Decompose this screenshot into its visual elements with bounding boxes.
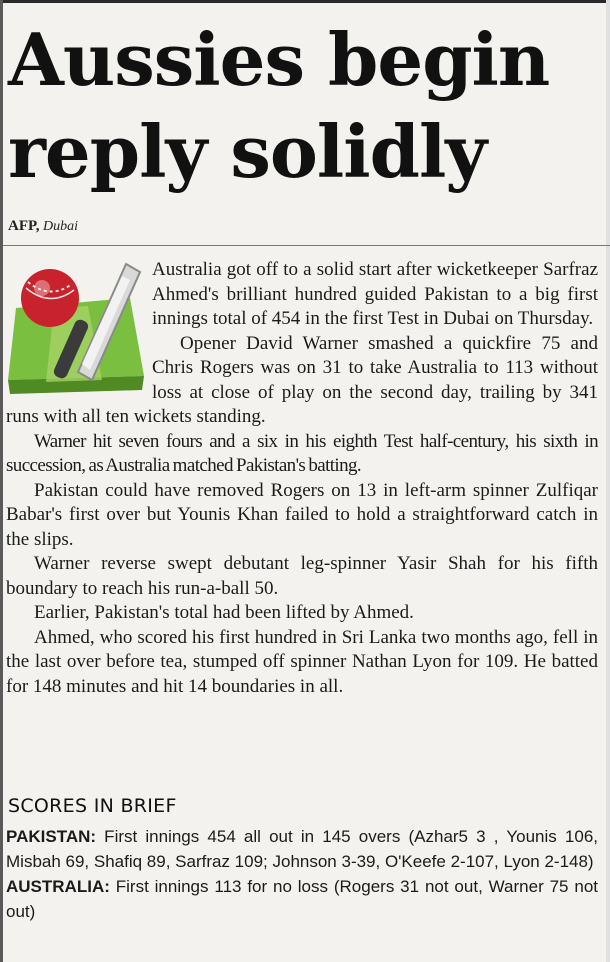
scores-entry	[6, 874, 598, 924]
article-paragraph: Australia got off to a solid start after wicketkeeper Sarfraz Ahmed's brilliant hundred guided Pakistan to a big first innings total of 454 in the first Test in Dubai on Thursday.	[152, 259, 598, 329]
article-paragraph: Warner reverse swept debutant leg-spinner Yasir Shah for his fifth boundary to reach his run-a-ball 50.	[6, 553, 598, 599]
scores-heading: SCORES IN BRIEF	[8, 795, 177, 817]
byline-divider	[3, 245, 610, 246]
article-body	[6, 258, 598, 699]
article-paragraph: Warner hit seven fours and a six in his eighth Test half-century, his sixth in succession, as Australia matched Pakistan's batting.	[6, 430, 598, 476]
left-border-rule	[0, 0, 3, 962]
image-float-space	[6, 258, 152, 404]
scores-team: PAKISTAN:	[6, 827, 97, 846]
scores-entry	[6, 824, 598, 874]
headline: Aussies begin reply solidly	[8, 17, 550, 194]
right-margin	[606, 0, 610, 962]
scores-body	[6, 824, 598, 924]
scores-text: First innings 454 all out in 145 overs (Azhar5 3 , Younis 106, Misbah 69, Shafiq 89, Sarfraz 109; Johnson 3-39, O'Keefe 2-107, Lyon 2-148)	[6, 827, 598, 871]
article-paragraph: Opener David Warner smashed a quickfire 75 and Chris Rogers was on 31 to take Australia to 113 without loss at close of play on the second day, trailing by 341 runs with all ten wickets standing.	[6, 332, 598, 427]
article-paragraph: Earlier, Pakistan's total had been lifted by Ahmed.	[34, 602, 414, 623]
byline-agency: AFP,	[8, 218, 40, 234]
scores-team: AUSTRALIA:	[6, 877, 110, 896]
byline-location: Dubai	[43, 219, 79, 234]
byline	[8, 218, 78, 235]
top-border-rule	[3, 0, 610, 3]
scores-text: First innings 113 for no loss (Rogers 31 not out, Warner 75 not out)	[6, 877, 598, 921]
article-paragraph: Pakistan could have removed Rogers on 13 in left-arm spinner Zulfiqar Babar's first over but Younis Khan failed to hold a straightforward catch in the slips.	[6, 479, 598, 550]
article-paragraph: Ahmed, who scored his first hundred in Sri Lanka two months ago, fell in the last over before tea, stumped off spinner Nathan Lyon for 109. He batted for 148 minutes and hit 14 boundaries in all.	[6, 626, 598, 697]
